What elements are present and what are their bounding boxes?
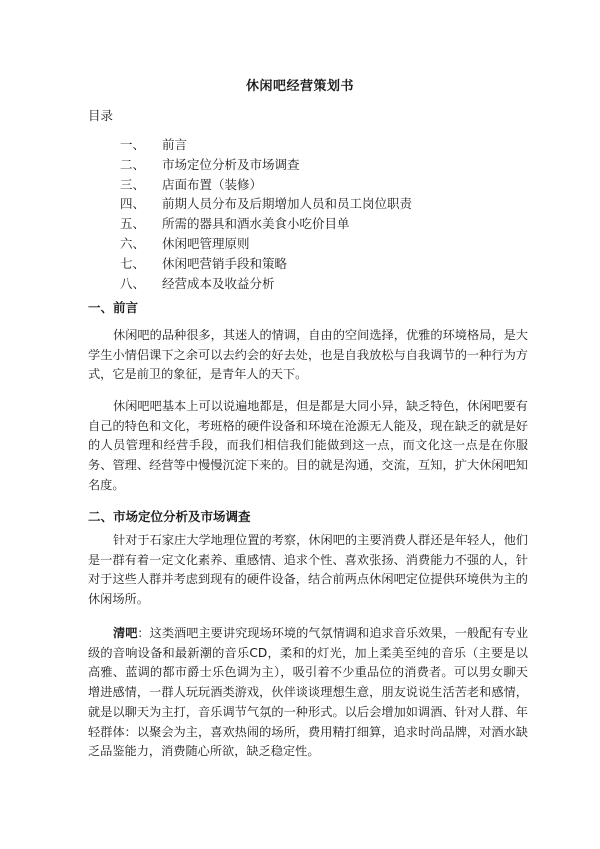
toc-heading: 目录: [88, 108, 114, 123]
toc-text: 休闲吧管理原则: [162, 235, 250, 251]
qingba-text: ：这类酒吧主要讲究现场环境的气氛情调和追求音乐效果，一般配有专业级的音响设备和最新潮的音乐CD，柔和的灯光，加上柔美至纯的音乐（主要是以高雅、蓝调的都市爵士乐色调为主），吸引着不少重品位的消费者。可以男女聊天增进感情，一群人玩玩酒类游戏，伙伴谈谈理想生意，朋友说说生活苦老和感情，就是以聊天为主打，音乐调节气氛的一种形式。以后会增加如调酒、针对人群、年轻群体：以聚会为主，喜欢热闹的场所，费用精打细算，追求时尚品牌，对酒水缺乏品鉴能力，消费随心所欲，缺乏稳定性。: [88, 626, 529, 759]
market-paragraph-2: [88, 624, 528, 762]
section-heading-preface: 一、前言: [88, 300, 139, 315]
toc-text: 休闲吧营销手段和策略: [162, 255, 288, 271]
toc-item: [120, 274, 412, 294]
toc-number: 七、: [120, 255, 146, 271]
table-of-contents: [120, 135, 412, 293]
toc-number: 六、: [120, 235, 146, 251]
toc-text: 店面布置（装修）: [162, 176, 263, 192]
toc-number: 一、: [120, 137, 146, 152]
toc-number: 八、: [120, 275, 146, 291]
toc-item: [120, 214, 412, 234]
toc-item: [120, 234, 412, 254]
toc-item: [120, 175, 412, 195]
toc-number: 五、: [120, 216, 146, 232]
market-paragraph-1: 针对于石家庄大学地理位置的考察，休闲吧的主要消费人群还是年轻人，他们是一群有着一定文化素养、重感情、追求个性、喜欢张扬、消费能力不强的人，针对于这些人群并考虑到现有的硬件设备，结合前两点休闲吧定位提供环境供为主的休闲场所。: [88, 533, 528, 607]
toc-number: 三、: [120, 176, 146, 192]
toc-item: [120, 135, 412, 155]
preface-paragraph-1: 休闲吧的品种很多，其迷人的情调，自由的空间选择，优雅的环境格局，是大学生小情侣课下之余可以去约会的好去处，也是自我放松与自我调节的一种行为方式，它是前卫的象征，是青年人的天下。: [88, 328, 528, 382]
toc-item: [120, 254, 412, 274]
qingba-label: 清吧: [113, 626, 138, 640]
toc-text: 前期人员分布及后期增加人员和员工岗位职责: [162, 196, 413, 212]
toc-text: 前言: [162, 137, 188, 152]
document-title: 休闲吧经营策划书: [245, 79, 354, 94]
toc-item: [120, 194, 412, 214]
toc-item: [120, 155, 412, 175]
section-heading-market: 二、市场定位分析及市场调查: [88, 509, 251, 524]
toc-text: 经营成本及收益分析: [162, 275, 275, 291]
toc-text: 市场定位分析及市场调查: [162, 156, 300, 172]
toc-number: 二、: [120, 156, 146, 172]
toc-number: 四、: [120, 196, 146, 212]
preface-paragraph-2: 休闲吧吧基本上可以说遍地都是，但是都是大同小异，缺乏特色，休闲吧要有自己的特色和文化，考班格的硬件设备和环境在沧源无人能及，现在缺乏的就是好的人员管理和经营手段，而我们相信我们能做到这一点，而文化这一点是在你服务、管理、经营等中慢慢沉淀下来的。目的就是沟通，交流，互知，扩大休闲吧知名度。: [88, 399, 528, 492]
toc-text: 所需的器具和酒水美食小吃价目单: [162, 216, 350, 232]
